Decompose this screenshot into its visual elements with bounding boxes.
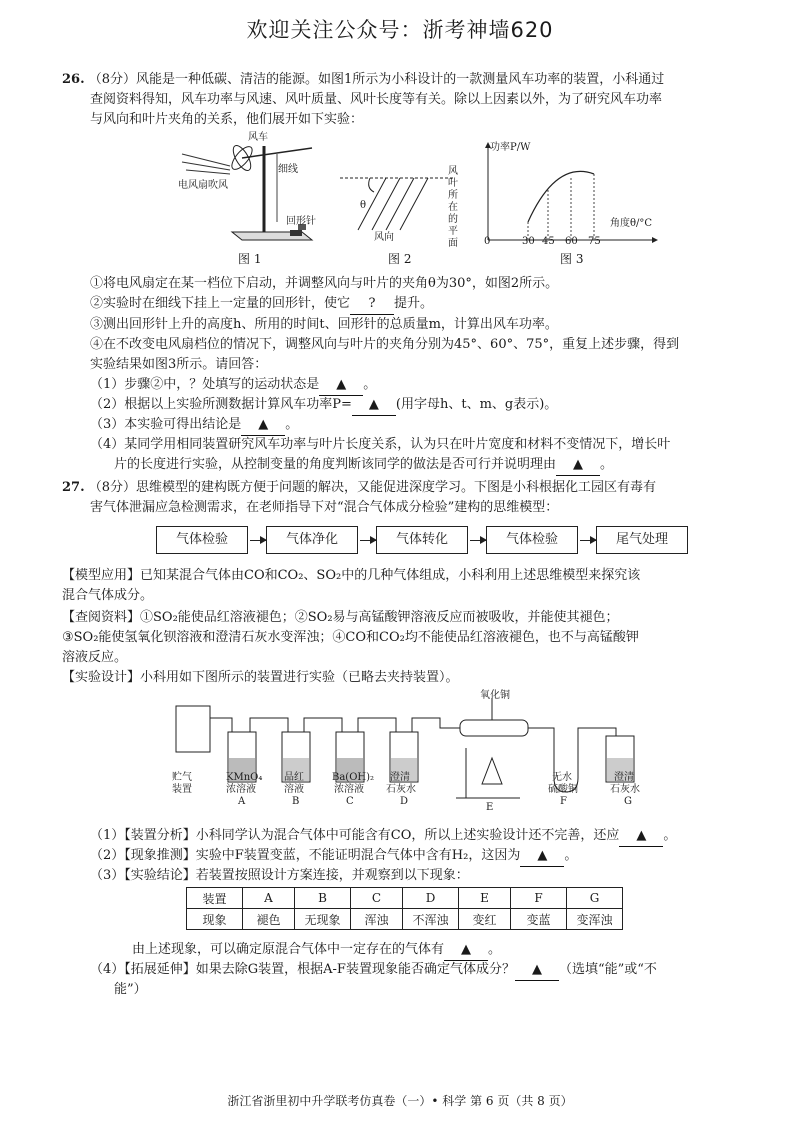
table-cell: A [243,888,295,909]
apparatus-a-line2: 浓溶液 [226,784,256,795]
q26-sub1-end: 。 [363,377,377,392]
page-footer: 浙江省浙里初中升学联考仿真卷（一）• 科学 第 6 页（共 8 页） [227,1094,573,1108]
observation-table-header [187,888,623,909]
table-cell: C [351,888,403,909]
q27-sub4-line2: 能”） [114,982,147,997]
q27-sub1-end: 。 [663,828,677,843]
q26-sub3-text: （3）本实验可得出结论是 [90,417,242,432]
q27-sub2 [90,846,577,867]
fig1-caption: 图 1 [238,252,262,266]
fig3-caption: 图 3 [560,252,584,266]
q27-sub4-line1 [90,960,657,981]
apparatus-b-letter: B [292,796,300,807]
q27-sub3-answer-blank[interactable]: ▲ [444,940,488,961]
q27-ref-line2: ③SO₂能使氢氧化钡溶液和澄清石灰水变浑浊；④CO和CO₂均不能使品红溶液褪色，也不与高锰酸钾 [62,630,639,645]
q27-sub3: （3）【实验结论】若装置按照设计方案连接，并观察到以下现象： [90,868,469,883]
q26-sub4-line1: （4）某同学用相同装置研究风车功率与叶片长度关系，认为只在叶片宽度和材料不变情况下，增长叶 [90,437,671,452]
table-cell: 褪色 [243,909,295,930]
table-cell: 现象 [187,909,243,930]
table-cell: D [403,888,459,909]
q27-sub3-end: 。 [488,942,502,957]
apparatus-g-line1: 澄清 [614,772,634,783]
fig2-theta: θ [360,200,367,211]
q26-step2-text-b: 提升。 [394,296,434,311]
apparatus-e-letter: E [486,802,494,813]
table-cell: B [295,888,351,909]
apparatus-c-line1: Ba(OH)₂ [332,772,375,783]
apparatus-d-line2: 石灰水 [386,784,416,795]
q26-step1: ①将电风扇定在某一档位下启动，并调整风向与叶片的夹角θ为30°，如图2所示。 [90,276,559,291]
table-cell: 变红 [459,909,511,930]
figure-2-wind-angle [330,160,460,250]
q27-sub2-answer-blank[interactable]: ▲ [520,846,564,867]
q26-step2-blank[interactable]: ? [350,294,394,315]
fig3-xlabel: 角度θ/°C [610,218,653,229]
q27-sub3-conclusion-text: 由上述现象，可以确定原混合气体中一定存在的气体有 [132,942,445,957]
apparatus-storage-label: 贮气 装置 [172,772,192,795]
q27-sub2-end: 。 [564,848,578,863]
fig1-fan-label: 电风扇吹风 [178,180,228,191]
apparatus-f-line2: 硫酸铜 [548,784,578,795]
fig2-plane-label: 风叶所在的平面 [448,166,458,249]
q26-intro-line3: 与风向和叶片夹角的关系，他们展开如下实验： [90,112,364,127]
figure-1-windmill-apparatus [172,132,332,252]
flow-arrow-1 [250,540,266,541]
q26-sub4-answer-blank[interactable]: ▲ [556,455,600,476]
table-cell: G [567,888,623,909]
table-cell: 变浑浊 [567,909,623,930]
flow-step-gas-test-2: 气体检验 [486,526,578,554]
apparatus-a-line1: KMnO₄ [226,772,263,783]
table-cell: 不浑浊 [403,909,459,930]
observation-table-row [187,909,623,930]
apparatus-d-letter: D [400,796,409,807]
q26-sub3-end: 。 [285,417,299,432]
q27-ref-line3: 溶液反应。 [62,650,128,665]
q26-sub2-text: （2）根据以上实验所测数据计算风车功率P= [90,397,352,412]
q26-step4-line1: ④在不改变电风扇档位的情况下，调整风向与叶片的夹角分别为45°、60°、75°，重复上述步骤，得到 [90,337,680,352]
q27-intro-text1: （8分）思维模型的建构既方便于问题的解决，又能促进深度学习。下图是小科根据化工园区有毒有 [88,480,657,495]
q27-intro-line1 [62,478,656,498]
flow-step-gas-test-1: 气体检验 [156,526,248,554]
q26-sub1-text: （1）步骤②中，？处填写的运动状态是 [90,377,320,392]
q27-sub2-text: （2）【现象推测】实验中F装置变蓝，不能证明混合气体中含有H₂，这因为 [90,848,521,863]
q26-intro-line1 [62,70,664,90]
q27-model-line2: 混合气体成分。 [62,588,154,603]
table-cell: 浑浊 [351,909,403,930]
table-cell: 装置 [187,888,243,909]
q26-intro-line2: 查阅资料得知，风车功率与风速、风叶质量、风叶长度等有关。除以上因素以外，为了研究风车功率 [90,92,663,107]
apparatus-g-letter: G [624,796,632,807]
q27-sub4-text: （4）【拓展延伸】如果去除G装置，根据A-F装置现象能否确定气体成分？ [90,962,515,977]
apparatus-c-line2: 浓溶液 [334,784,364,795]
q27-ref-line1: 【查阅资料】①SO₂能使品红溶液褪色；②SO₂易与高锰酸钾溶液反应而被吸收，并能使其褪色； [62,610,619,625]
q27-sub4-choice: （选填“能”或“不 [558,962,657,977]
fig3-ylabel: 功率P/W [490,142,531,153]
table-cell: 变蓝 [511,909,567,930]
q26-sub1 [90,375,376,396]
q27-sub3-conclusion [132,940,501,961]
q27-design: 【实验设计】小科用如下图所示的装置进行实验（已略去夹持装置）。 [62,670,459,685]
q26-sub3-answer-blank[interactable]: ▲ [241,415,285,436]
apparatus-c-letter: C [346,796,354,807]
flow-arrow-2 [360,540,376,541]
q27-sub4-answer-blank[interactable]: ▲ [515,960,559,981]
observation-table [186,887,623,930]
fig2-caption: 图 2 [388,252,412,266]
q26-sub3 [90,415,298,436]
q26-sub4-line2 [114,455,613,476]
flow-arrow-4 [580,540,596,541]
flow-step-purify: 气体净化 [266,526,358,554]
apparatus-b-line1: 品红 [284,772,304,783]
q27-model-line1: 【模型应用】已知某混合气体由CO和CO₂、SO₂中的几种气体组成，小科利用上述思维模型来探究该 [62,568,641,583]
q27-sub1-text: （1）【装置分析】小科同学认为混合气体中可能含有CO，所以上述实验设计还不完善，还应 [90,828,620,843]
q27-intro-line2: 害气体泄漏应急检测需求，在老师指导下对“混合气体成分检验”建构的思维模型： [90,500,559,515]
fig3-tick-45: 45 [542,236,555,247]
q26-step2-text-a: ②实验时在细线下挂上一定量的回形针，使它 [90,296,351,311]
q26-step2 [90,294,433,315]
flow-step-convert: 气体转化 [376,526,468,554]
apparatus-e-top: 氧化铜 [480,690,510,701]
q26-sub2-end: (用字母h、t、m、g表示)。 [395,397,558,412]
q27-number: 27. [62,480,85,495]
apparatus-d-line1: 澄清 [390,772,410,783]
q26-sub2-answer-blank[interactable]: ▲ [352,395,396,416]
flow-arrow-3 [470,540,486,541]
page-header: 欢迎关注公众号：浙考神墙620 [246,18,554,42]
fig1-clip-label: 回形针 [286,216,316,227]
q26-intro-text1: （8分）风能是一种低碳、清洁的能源。如图1所示为小科设计的一款测量风车功率的装置，小科通过 [88,72,665,87]
figure-3-power-angle-chart [476,140,666,250]
q27-sub1-answer-blank[interactable]: ▲ [619,826,663,847]
fig3-tick-75: 75 [588,236,601,247]
apparatus-f-line1: 无水 [552,772,572,783]
fig1-string-label: 细线 [278,164,298,175]
q26-sub4-text: 片的长度进行实验，从控制变量的角度判断该同学的做法是否可行并说明理由 [114,457,557,472]
q27-sub1 [90,826,676,847]
fig3-tick-60: 60 [565,236,578,247]
q26-sub2 [90,395,557,416]
fig1-windmill-label: 风车 [248,132,268,143]
apparatus-b-line2: 溶液 [284,784,304,795]
apparatus-a-letter: A [238,796,246,807]
table-cell: E [459,888,511,909]
fig2-wind-label: 风向 [374,232,394,243]
table-cell: F [511,888,567,909]
apparatus-g-line2: 石灰水 [610,784,640,795]
q26-number: 26. [62,72,85,87]
table-cell: 无现象 [295,909,351,930]
q26-sub1-answer-blank[interactable]: ▲ [319,375,363,396]
q26-sub4-end: 。 [600,457,614,472]
apparatus-f-letter: F [560,796,567,807]
fig3-tick-30: 30 [522,236,535,247]
q26-step3: ③测出回形针上升的高度h、所用的时间t、回形针的总质量m，计算出风车功率。 [90,317,558,332]
q26-step4-line2: 实验结果如图3所示。请回答： [90,357,268,372]
fig3-origin: 0 [484,236,491,247]
flow-step-tail-gas: 尾气处理 [596,526,688,554]
